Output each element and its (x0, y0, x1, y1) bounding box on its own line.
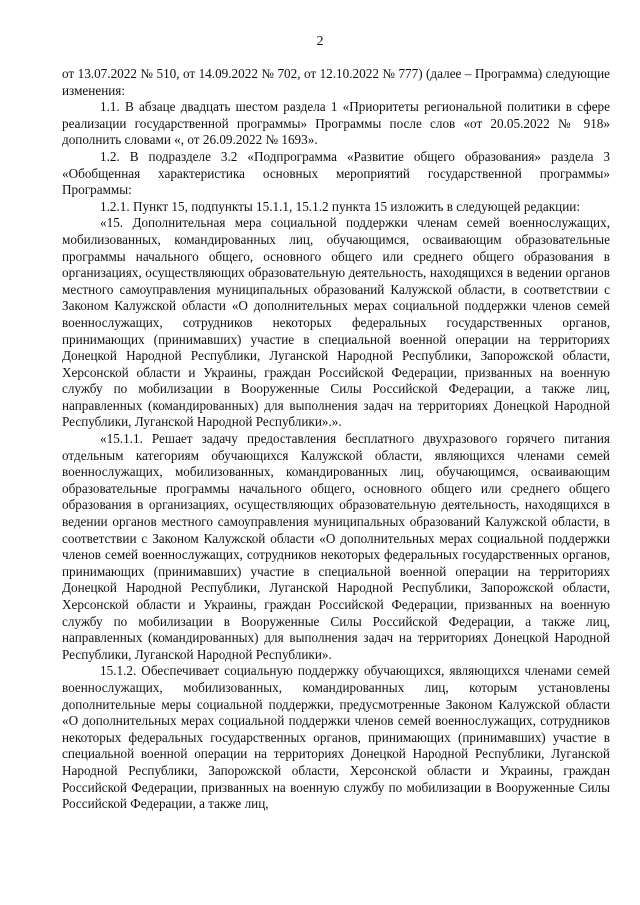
page-number: 2 (316, 34, 324, 49)
paragraph: 1.2.1. Пункт 15, подпункты 15.1.1, 15.1.2 пункта 15 изложить в следующей редакции: (100, 198, 580, 214)
paragraph: «15. Дополнительная мера социальной поддержки членам семей военнослужащих, мобилизованных, командированных лиц, обучающимся, осваивающим образовательные программы начального общего, основного общего или среднего общего образования в организациях, осуществляющих образовательную деятельность, находящихся в ведении органов местного самоуправления муниципальных образований Калужской области, в соответствии с Законом Калужской области «О дополнительных мерах социальной поддержки членов семей военнослужащих, сотрудников некоторых федеральных государственных органов, принимающих (принимавших) участие в специальной военной операции на территориях Донецкой Народной Республики, Луганской Народной Республики, Запорожской области, Херсонской области и Украины, граждан Российской Федерации, призванных на военную службу по мобилизации в Вооруженные Силы Российской Федерации, а также лиц, направленных (командированных) для выполнения задач на территориях Донецкой Народной Республики, Луганской Народной Республики».». (62, 215, 610, 430)
document-body (62, 66, 610, 813)
paragraph: 1.1. В абзаце двадцать шестом раздела 1 «Приоритеты региональной политики в сфере реализации государственной программы» Программы после слов «от 20.05.2022 № 918» дополнить словами «, от 26.09.2022 № 1693». (62, 99, 610, 148)
paragraph: «15.1.1. Решает задачу предоставления бесплатного двухразового горячего питания отдельным категориям обучающихся Калужской области, являющихся членами семей военнослужащих, мобилизованных, командированных лиц, обучающимся, осваивающим образовательные программы начального общего, основного общего или среднего общего образования в организациях, осуществляющих образовательную деятельность, находящихся в ведении органов местного самоуправления муниципальных образований Калужской области, в соответствии с Законом Калужской области «О дополнительных мерах социальной поддержки членов семей военнослужащих, сотрудников некоторых федеральных государственных органов, принимающих (принимавших) участие в специальной военной операции на территориях Донецкой Народной Республики, Луганской Народной Республики, Запорожской области, Херсонской области и Украины, граждан Российской Федерации, призванных на военную службу по мобилизации в Вооруженные Силы Российской Федерации, а также лиц, направленных (командированных) для выполнения задач на территориях Донецкой Народной Республики, Луганской Народной Республики». (62, 431, 610, 662)
paragraph: 1.2. В подразделе 3.2 «Подпрограмма «Развитие общего образования» раздела 3 «Обобщенная характеристика основных мероприятий государственной программы» Программы: (62, 148, 610, 198)
paragraph: 15.1.2. Обеспечивает социальную поддержку обучающихся, являющихся членами семей военнослужащих, мобилизованных, командированных лиц, которым установлены дополнительные меры социальной поддержки, предусмотренные Законом Калужской области «О дополнительных мерах социальной поддержки членов семей военнослужащих, сотрудников некоторых федеральных государственных органов, принимающих (принимавших) участие в специальной военной операции на территориях Донецкой Народной Республики, Луганской Народной Республики, Запорожской области, Херсонской области и Украины, граждан Российской Федерации, призванных на военную службу по мобилизации в Вооруженные Силы Российской Федерации, а также лиц, (62, 663, 610, 812)
paragraph: от 13.07.2022 № 510, от 14.09.2022 № 702, от 12.10.2022 № 777) (далее – Программа) следующие изменения: (62, 66, 610, 98)
